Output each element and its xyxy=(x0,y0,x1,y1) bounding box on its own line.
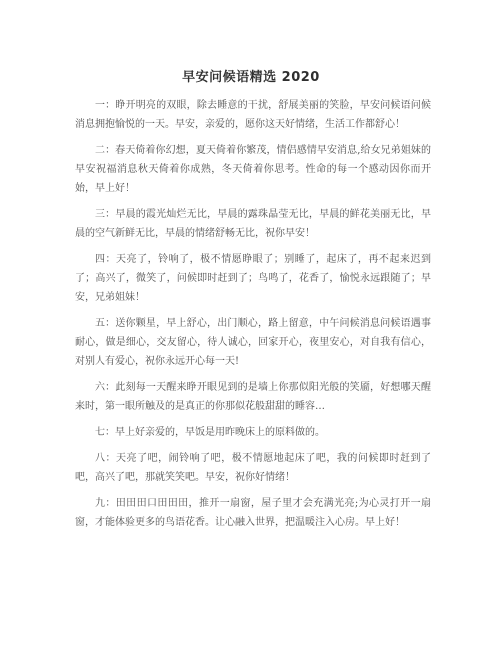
paragraph-3: 三：早晨的霞光灿烂无比，早晨的露珠晶莹无比，早晨的鲜花美丽无比，早晨的空气新鲜无比，早晨的情绪舒畅无比，祝你早安！ xyxy=(75,209,431,239)
paragraph-6: 六：此刻每一天醒来睁开眼见到的是墙上你那似阳光般的笑靥，好想哪天醒来时，第一眼所触及的是真正的你那似花般甜甜的睡容… xyxy=(75,382,431,412)
paragraph-8: 八：天亮了吧，闹铃响了吧，极不情愿地起床了吧，我的问候即时赶到了吧，高兴了吧，那就笑笑吧。早安，祝你好情绪！ xyxy=(75,453,431,483)
document-title: 早安问候语精选 2020 xyxy=(182,70,320,85)
document-body xyxy=(75,96,431,539)
paragraph-1: 一：睁开明亮的双眼，除去睡意的干扰，舒展美丽的笑脸，早安问候语问候消息拥抱愉悦的一天。早安，亲爱的，愿你这天好情绪，生活工作都舒心！ xyxy=(75,100,431,130)
paragraph-5: 五：送你颗星，早上舒心，出门顺心，路上留意，中午问候消息问候语遇事耐心，做是细心，交友留心，待人诚心，回家开心，夜里安心，对自我有信心，对别人有爱心，祝你永远开心每一天! xyxy=(75,318,431,367)
paragraph-4: 四：天亮了，铃响了，极不情愿睁眼了；别睡了，起床了，再不起来迟到了；高兴了，微笑了，问候即时赶到了；鸟鸣了，花香了，愉悦永远跟随了；早安，兄弟姐妹！ xyxy=(75,254,431,303)
paragraph-2: 二：春天倚着你幻想，夏天倚着你繁茂，情侣感情早安消息,给女兄弟姐妹的早安祝福消息秋天倚着你成熟，冬天倚着你思考。性命的每一个感动因你而开始，早上好！ xyxy=(75,145,431,194)
paragraph-9: 九：田田田口田田田，推开一扇窗，屋子里才会充满光亮;为心灵打开一扇窗，才能体验更多的鸟语花香。让心融入世界，把温暖注入心房。早上好！ xyxy=(75,498,431,528)
paragraph-7: 七：早上好亲爱的，早饭是用昨晚床上的原料做的。 xyxy=(95,427,325,438)
